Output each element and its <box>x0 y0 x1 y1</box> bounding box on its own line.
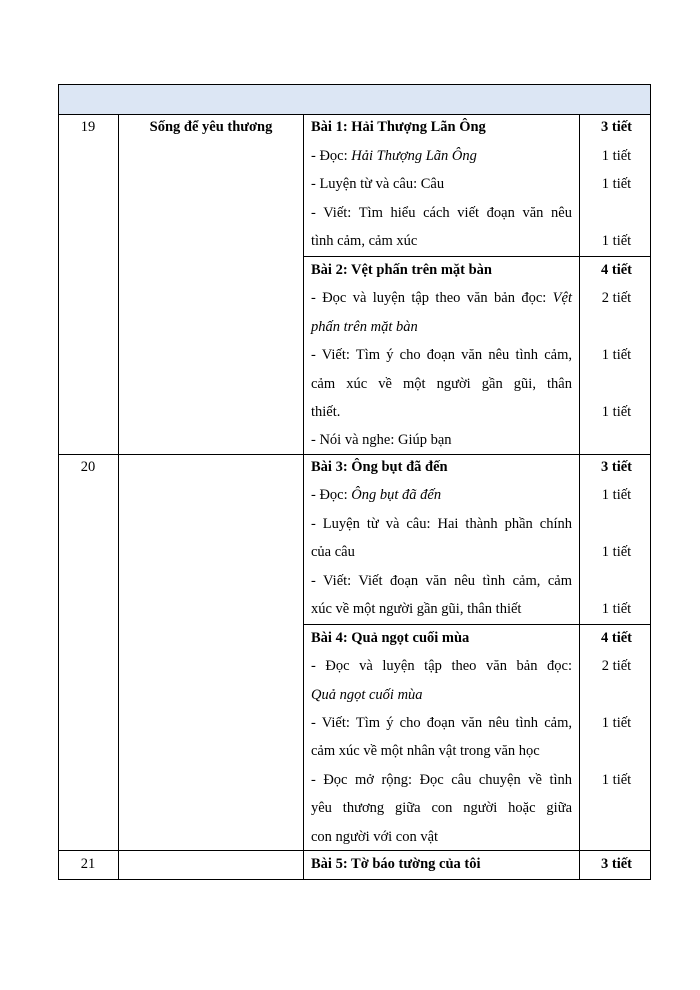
lesson-title: Bài 3: Ông bụt đã đến <box>311 459 448 475</box>
lesson-title: Bài 5: Tờ báo tường của tôi <box>311 856 481 872</box>
lesson-total-periods: 3 tiết <box>601 119 632 135</box>
table-header-band <box>58 84 651 115</box>
activity-line: - Viết: Tìm hiểu cách viết đoạn văn nêu <box>311 205 572 221</box>
activity-line: - Nói và nghe: Giúp bạn <box>311 432 452 448</box>
lesson-title: Bài 4: Quả ngọt cuối mùa <box>311 630 470 646</box>
activity-periods: 2 tiết <box>601 290 632 306</box>
activity-line: phấn trên mặt bàn <box>311 319 418 335</box>
column-divider <box>303 115 304 880</box>
activity-periods: 1 tiết <box>601 772 632 788</box>
activity-line: - Đọc và luyện tập theo văn bản đọc: <box>311 658 572 674</box>
column-divider <box>579 115 580 880</box>
topic-title: Sống để yêu thương <box>149 119 273 135</box>
activity-periods: 1 tiết <box>601 487 632 503</box>
lesson-total-periods: 4 tiết <box>601 262 632 278</box>
activity-periods: 2 tiết <box>601 658 632 674</box>
activity-line: thiết. <box>311 404 341 420</box>
week-number: 19 <box>80 119 96 135</box>
week-divider <box>58 850 651 851</box>
activity-periods: 1 tiết <box>601 715 632 731</box>
activity-line: con người với con vật <box>311 829 439 845</box>
activity-periods: 1 tiết <box>601 544 632 560</box>
activity-line: cảm xúc về một người gần gũi, thân <box>311 376 572 392</box>
activity-periods: 1 tiết <box>601 347 632 363</box>
activity-periods: 1 tiết <box>601 601 632 617</box>
lesson-total-periods: 3 tiết <box>601 856 632 872</box>
activity-periods: 1 tiết <box>601 148 632 164</box>
lesson-title: Bài 2: Vệt phấn trên mặt bàn <box>311 262 492 278</box>
lesson-total-periods: 4 tiết <box>601 630 632 646</box>
activity-line: - Viết: Tìm ý cho đoạn văn nêu tình cảm, <box>311 715 572 731</box>
activity-line: - Viết: Viết đoạn văn nêu tình cảm, cảm <box>311 573 572 589</box>
lesson-divider <box>303 256 651 257</box>
activity-line: Quả ngọt cuối mùa <box>311 687 423 703</box>
activity-periods: 1 tiết <box>601 233 632 249</box>
activity-periods: 1 tiết <box>601 404 632 420</box>
lesson-divider <box>303 624 651 625</box>
activity-line: - Viết: Tìm ý cho đoạn văn nêu tình cảm, <box>311 347 572 363</box>
lesson-title: Bài 1: Hải Thượng Lãn Ông <box>311 119 486 135</box>
activity-line: - Đọc: Ông bụt đã đến <box>311 487 442 503</box>
activity-line: cảm xúc về một nhân vật trong văn học <box>311 743 540 759</box>
week-number: 20 <box>80 459 96 475</box>
activity-line: - Luyện từ và câu: Câu <box>311 176 445 192</box>
column-divider <box>118 115 119 880</box>
activity-periods: 1 tiết <box>601 176 632 192</box>
activity-line: của câu <box>311 544 355 560</box>
activity-line: yêu thương giữa con người hoặc giữa <box>311 800 572 816</box>
activity-line: - Luyện từ và câu: Hai thành phần chính <box>311 516 572 532</box>
activity-line: tình cảm, cảm xúc <box>311 233 418 249</box>
activity-line: xúc về một người gần gũi, thân thiết <box>311 601 522 617</box>
week-number: 21 <box>80 856 96 872</box>
week-divider <box>58 454 651 455</box>
activity-line: - Đọc: Hải Thượng Lãn Ông <box>311 148 477 164</box>
activity-line: - Đọc mở rộng: Đọc câu chuyện về tình <box>311 772 572 788</box>
activity-line: - Đọc và luyện tập theo văn bản đọc: Vệt <box>311 290 572 306</box>
lesson-total-periods: 3 tiết <box>601 459 632 475</box>
